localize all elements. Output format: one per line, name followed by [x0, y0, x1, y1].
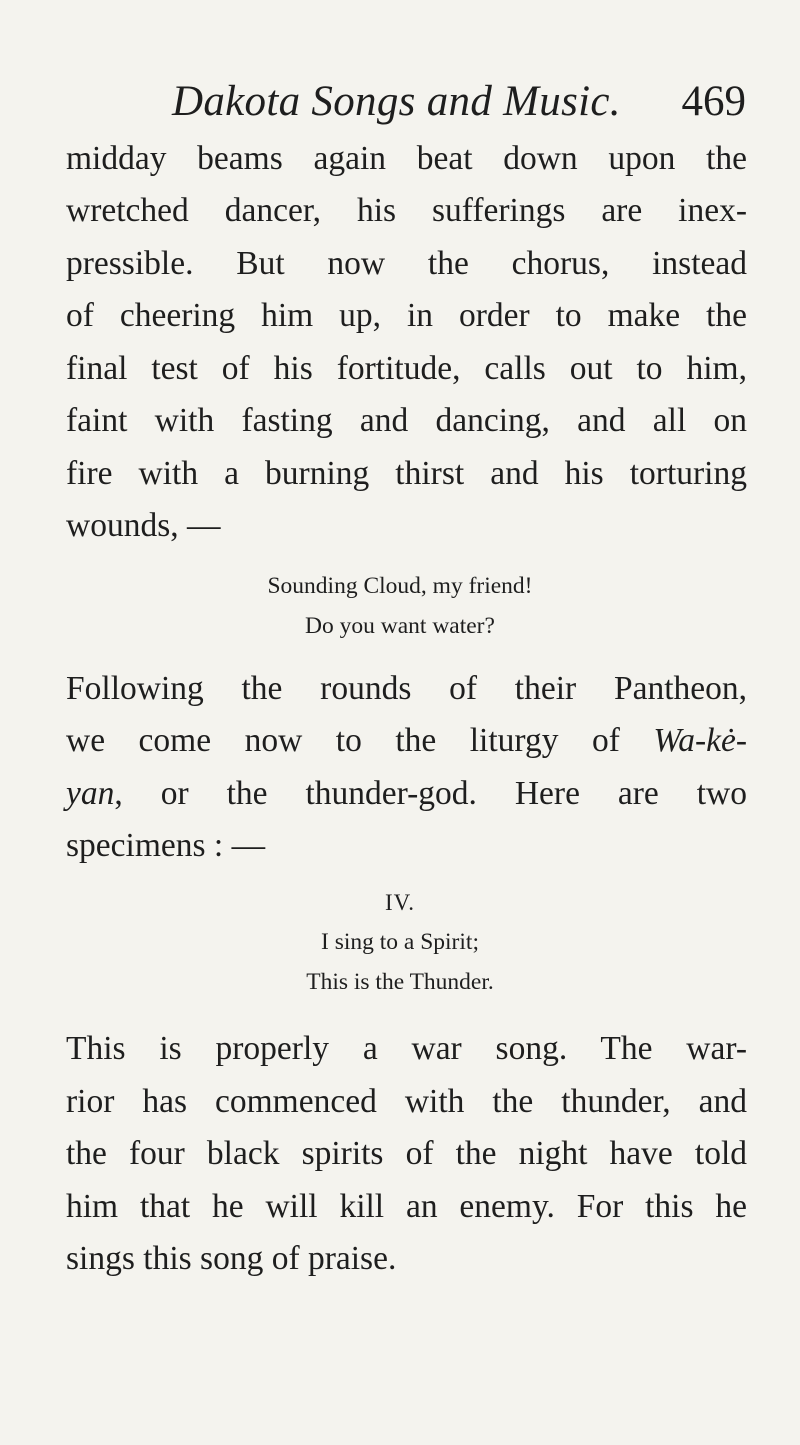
body-line: midday beams again beat down upon the	[66, 140, 747, 177]
body-line: yan, or the thunder-god. Here are two	[66, 775, 747, 812]
running-title: Dakota Songs and Music.	[172, 78, 621, 125]
body-line: faint with fasting and dancing, and all on	[66, 402, 747, 439]
body-line: specimens : —	[66, 827, 266, 864]
wakeyan-term-cont: yan	[66, 775, 115, 812]
body-line: pressible. But now the chorus, instead	[66, 245, 747, 282]
body-line: fire with a burning thirst and his torturing	[66, 455, 747, 492]
body-line: final test of his fortitude, calls out to him,	[66, 350, 747, 387]
wakeyan-term: Wa-kė-	[653, 722, 747, 759]
body-line: rior has commenced with the thunder, and	[66, 1083, 747, 1120]
body-line: of cheering him up, in order to make the	[66, 297, 747, 334]
body-line: sings this song of praise.	[66, 1240, 397, 1277]
page-number: 469	[681, 78, 746, 125]
body-line: wounds, —	[66, 507, 221, 544]
song-line: This is the Thunder.	[306, 969, 494, 995]
body-line: This is properly a war song. The war-	[66, 1030, 747, 1067]
chant-line: Sounding Cloud, my friend!	[267, 573, 533, 599]
body-line: the four black spirits of the night have told	[66, 1135, 747, 1172]
body-line: wretched dancer, his sufferings are inex-	[66, 192, 747, 229]
running-header	[172, 72, 746, 132]
song-line: I sing to a Spirit;	[321, 929, 479, 955]
body-line: we come now to the liturgy of Wa-kė-	[66, 722, 747, 759]
chant-line: Do you want water?	[305, 613, 495, 639]
body-line: him that he will kill an enemy. For this he	[66, 1188, 747, 1225]
body-line: Following the rounds of their Pantheon,	[66, 670, 747, 707]
song-numeral: IV.	[384, 890, 416, 915]
